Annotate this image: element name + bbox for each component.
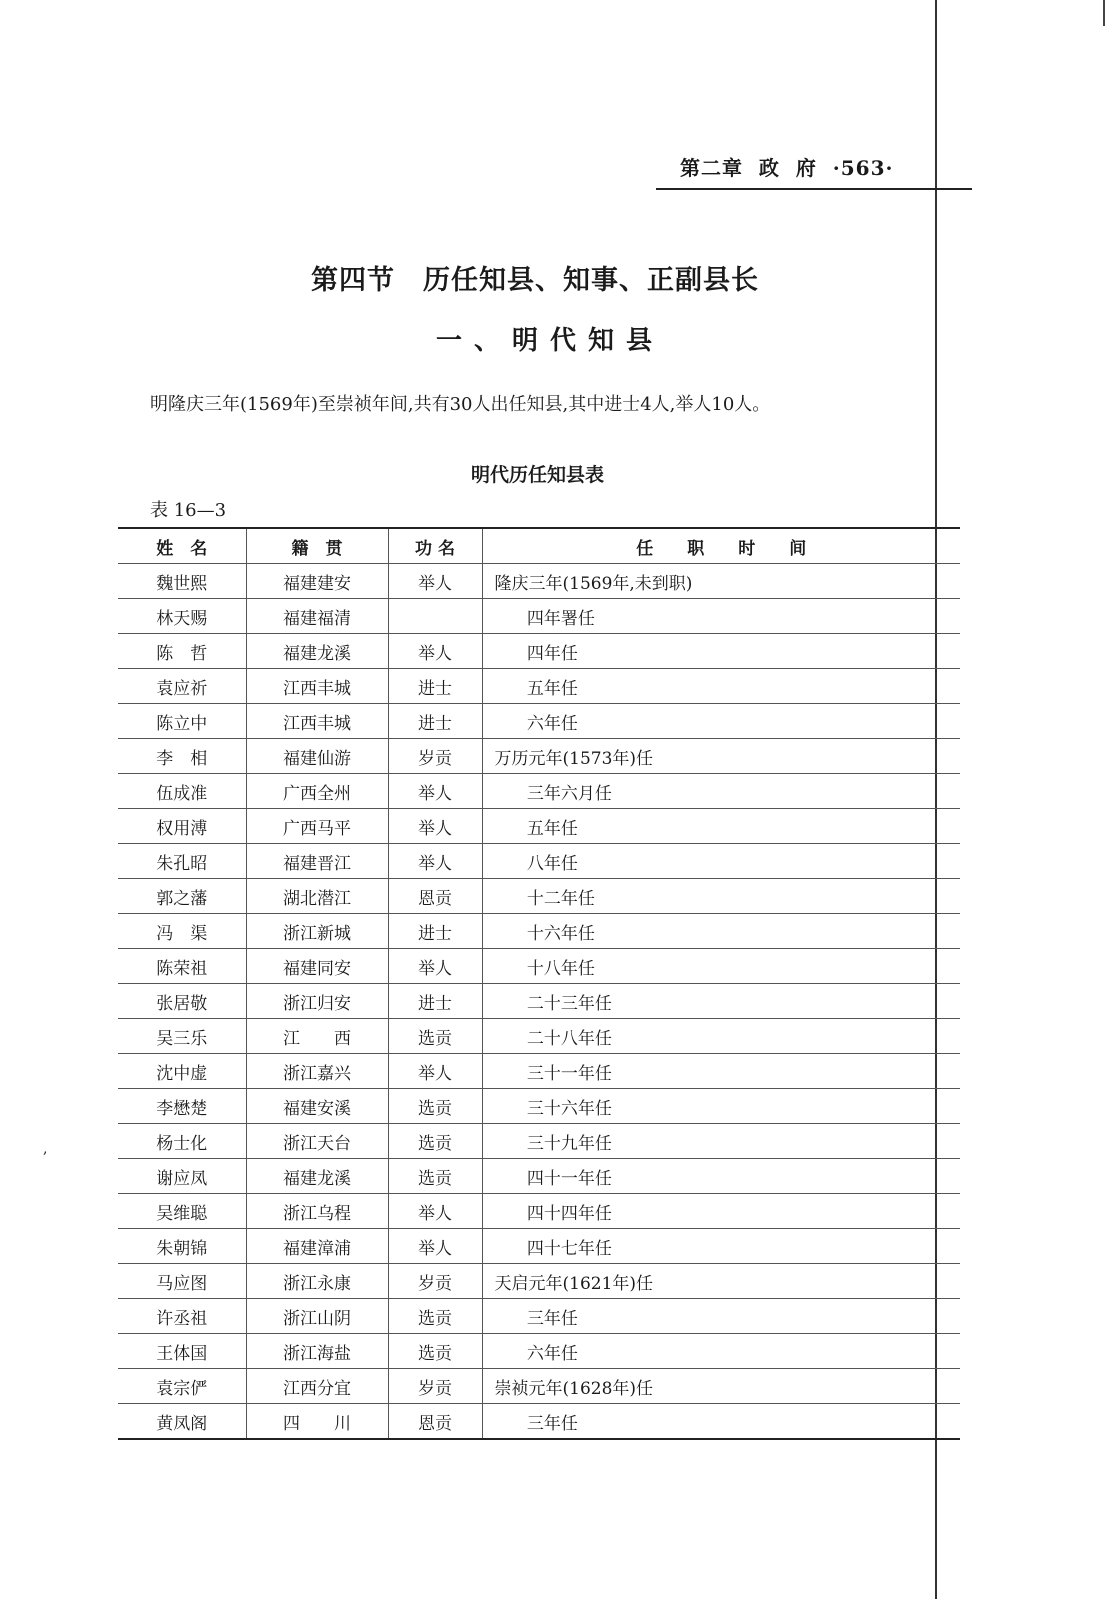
cell-degree: 举人 — [388, 774, 482, 809]
cell-degree: 选贡 — [388, 1159, 482, 1194]
header-degree: 功 名 — [388, 528, 482, 564]
cell-origin: 福建建安 — [246, 564, 388, 599]
table-row — [118, 1369, 960, 1404]
table-label: 表 16—3 — [150, 500, 227, 521]
cell-degree: 岁贡 — [388, 1369, 482, 1404]
subsection-title: 一、明代知县 — [435, 326, 664, 356]
cell-tenure: 崇祯元年(1628年)任 — [482, 1369, 960, 1404]
cell-tenure: 三年任 — [482, 1299, 960, 1334]
cell-tenure: 隆庆三年(1569年,未到职) — [482, 564, 960, 599]
cell-tenure: 三年任 — [482, 1404, 960, 1440]
cell-degree: 选贡 — [388, 1334, 482, 1369]
cell-origin: 福建福清 — [246, 599, 388, 634]
magistrate-table — [118, 527, 960, 1440]
table-row — [118, 984, 960, 1019]
table-row — [118, 844, 960, 879]
cell-name: 马应图 — [118, 1264, 246, 1299]
cell-degree: 恩贡 — [388, 1404, 482, 1440]
margin-mark: , — [43, 1141, 48, 1157]
cell-degree — [388, 599, 482, 634]
cell-tenure: 二十三年任 — [482, 984, 960, 1019]
table-row — [118, 1404, 960, 1440]
cell-name: 朱孔昭 — [118, 844, 246, 879]
cell-origin: 福建龙溪 — [246, 1159, 388, 1194]
section-title: 第四节 历任知县、知事、正副县长 — [311, 265, 759, 296]
cell-degree: 岁贡 — [388, 1264, 482, 1299]
cell-tenure: 六年任 — [482, 1334, 960, 1369]
cell-tenure: 四年署任 — [482, 599, 960, 634]
table-row — [118, 914, 960, 949]
cell-name: 李懋楚 — [118, 1089, 246, 1124]
table-row — [118, 739, 960, 774]
cell-name: 黄凤阁 — [118, 1404, 246, 1440]
table-row — [118, 949, 960, 984]
cell-origin: 江西分宜 — [246, 1369, 388, 1404]
table-row — [118, 634, 960, 669]
cell-name: 沈中虚 — [118, 1054, 246, 1089]
cell-origin: 江西丰城 — [246, 669, 388, 704]
cell-name: 谢应凤 — [118, 1159, 246, 1194]
cell-origin: 浙江新城 — [246, 914, 388, 949]
cell-tenure: 五年任 — [482, 669, 960, 704]
table-row — [118, 669, 960, 704]
cell-name: 许丞祖 — [118, 1299, 246, 1334]
cell-name: 张居敬 — [118, 984, 246, 1019]
cell-tenure: 三年六月任 — [482, 774, 960, 809]
cell-origin: 浙江嘉兴 — [246, 1054, 388, 1089]
cell-origin: 浙江归安 — [246, 984, 388, 1019]
cell-origin: 广西马平 — [246, 809, 388, 844]
cell-name: 吴维聪 — [118, 1194, 246, 1229]
cell-name: 杨士化 — [118, 1124, 246, 1159]
cell-tenure: 四十一年任 — [482, 1159, 960, 1194]
table-header-row — [118, 528, 960, 564]
cell-origin: 福建晋江 — [246, 844, 388, 879]
cell-name: 王体国 — [118, 1334, 246, 1369]
cell-tenure: 八年任 — [482, 844, 960, 879]
cell-degree: 进士 — [388, 704, 482, 739]
cell-name: 伍成准 — [118, 774, 246, 809]
cell-origin: 福建漳浦 — [246, 1229, 388, 1264]
cell-degree: 进士 — [388, 669, 482, 704]
cell-tenure: 四十七年任 — [482, 1229, 960, 1264]
cell-degree: 进士 — [388, 984, 482, 1019]
cell-name: 朱朝锦 — [118, 1229, 246, 1264]
cell-origin: 广西全州 — [246, 774, 388, 809]
cell-name: 陈立中 — [118, 704, 246, 739]
table-row — [118, 599, 960, 634]
table-row — [118, 1159, 960, 1194]
intro-paragraph: 明隆庆三年(1569年)至崇祯年间,共有30人出任知县,其中进士4人,举人10人。 — [150, 394, 771, 415]
cell-name: 吴三乐 — [118, 1019, 246, 1054]
cell-degree: 选贡 — [388, 1089, 482, 1124]
cell-degree: 举人 — [388, 1229, 482, 1264]
cell-tenure: 四十四年任 — [482, 1194, 960, 1229]
header-rule — [656, 188, 972, 190]
cell-degree: 选贡 — [388, 1299, 482, 1334]
cell-origin: 江西丰城 — [246, 704, 388, 739]
cell-origin: 湖北潜江 — [246, 879, 388, 914]
table-row — [118, 1264, 960, 1299]
table-row — [118, 1124, 960, 1159]
table-body — [118, 564, 960, 1440]
cell-origin: 浙江乌程 — [246, 1194, 388, 1229]
table-row — [118, 774, 960, 809]
table-row — [118, 809, 960, 844]
cell-origin: 福建龙溪 — [246, 634, 388, 669]
cell-degree: 岁贡 — [388, 739, 482, 774]
cell-origin: 浙江海盐 — [246, 1334, 388, 1369]
cell-tenure: 十六年任 — [482, 914, 960, 949]
cell-tenure: 三十六年任 — [482, 1089, 960, 1124]
table-row — [118, 879, 960, 914]
cell-name: 李 相 — [118, 739, 246, 774]
header-text: 第二章 政 府 ·563· — [680, 156, 894, 180]
cell-degree: 选贡 — [388, 1124, 482, 1159]
cell-tenure: 五年任 — [482, 809, 960, 844]
cell-degree: 选贡 — [388, 1019, 482, 1054]
cell-degree: 举人 — [388, 949, 482, 984]
cell-name: 权用溥 — [118, 809, 246, 844]
header-tenure: 任 职 时 间 — [482, 528, 960, 564]
cell-tenure: 三十九年任 — [482, 1124, 960, 1159]
cell-degree: 举人 — [388, 1194, 482, 1229]
cell-name: 陈荣祖 — [118, 949, 246, 984]
cell-origin: 四 川 — [246, 1404, 388, 1440]
cell-name: 魏世熙 — [118, 564, 246, 599]
cell-origin: 福建安溪 — [246, 1089, 388, 1124]
cell-name: 郭之藩 — [118, 879, 246, 914]
cell-degree: 举人 — [388, 844, 482, 879]
cell-tenure: 天启元年(1621年)任 — [482, 1264, 960, 1299]
cell-tenure: 二十八年任 — [482, 1019, 960, 1054]
cell-origin: 浙江永康 — [246, 1264, 388, 1299]
cell-tenure: 三十一年任 — [482, 1054, 960, 1089]
cell-origin: 浙江天台 — [246, 1124, 388, 1159]
header-name: 姓 名 — [118, 528, 246, 564]
running-header — [680, 152, 950, 186]
table-title: 明代历任知县表 — [470, 464, 604, 486]
table-row — [118, 704, 960, 739]
cell-tenure: 十二年任 — [482, 879, 960, 914]
table-row — [118, 1019, 960, 1054]
cell-degree: 举人 — [388, 634, 482, 669]
header-origin: 籍 贯 — [246, 528, 388, 564]
table-row — [118, 1229, 960, 1264]
cell-degree: 举人 — [388, 564, 482, 599]
cell-origin: 浙江山阴 — [246, 1299, 388, 1334]
cell-tenure: 六年任 — [482, 704, 960, 739]
cell-name: 袁宗俨 — [118, 1369, 246, 1404]
cell-origin: 福建同安 — [246, 949, 388, 984]
cell-tenure: 万历元年(1573年)任 — [482, 739, 960, 774]
cell-origin: 江 西 — [246, 1019, 388, 1054]
cell-origin: 福建仙游 — [246, 739, 388, 774]
cell-name: 冯 渠 — [118, 914, 246, 949]
cell-name: 袁应祈 — [118, 669, 246, 704]
table-row — [118, 1194, 960, 1229]
margin-line-top — [1103, 0, 1105, 26]
table-row — [118, 1089, 960, 1124]
cell-tenure: 四年任 — [482, 634, 960, 669]
cell-degree: 举人 — [388, 809, 482, 844]
table-row — [118, 1054, 960, 1089]
table-row — [118, 1299, 960, 1334]
cell-name: 林天赐 — [118, 599, 246, 634]
cell-degree: 进士 — [388, 914, 482, 949]
cell-tenure: 十八年任 — [482, 949, 960, 984]
cell-degree: 举人 — [388, 1054, 482, 1089]
cell-name: 陈 哲 — [118, 634, 246, 669]
table-row — [118, 1334, 960, 1369]
cell-degree: 恩贡 — [388, 879, 482, 914]
table-row — [118, 564, 960, 599]
